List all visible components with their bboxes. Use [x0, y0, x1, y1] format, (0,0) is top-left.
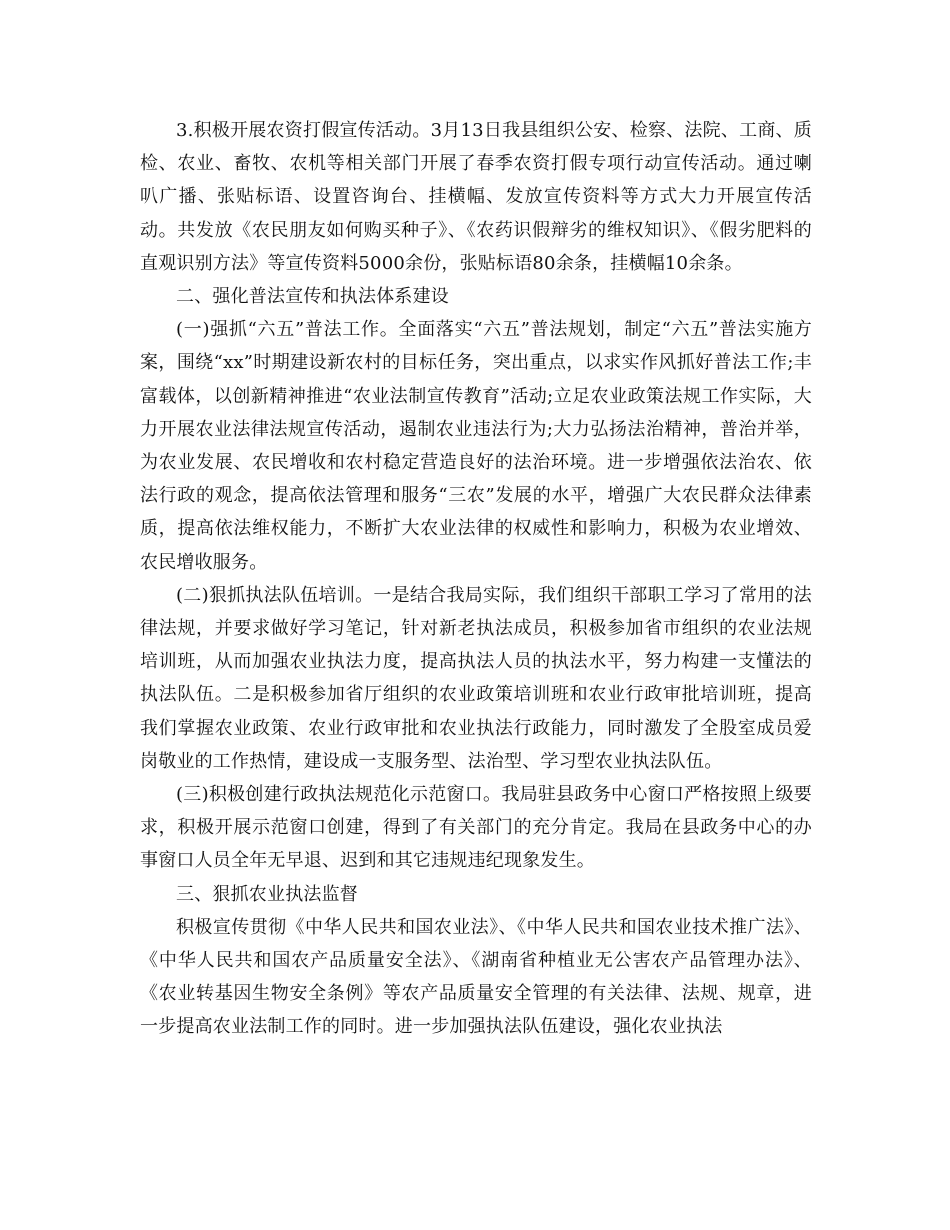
paragraph-legal-education: (一)强抓“六五”普法工作。全面落实“六五”普法规划，制定“六五”普法实施方案，围绕“xx”时期建设新农村的目标任务，突出重点，以求实作风抓好普法工作;丰富载体，以创新精神推进“农业法制宣传教育”活动;立足农业政策法规工作实际，大力开展农业法律法规宣传活动，遏制农业违法行为;大力弘扬法治精神，普治并举，为农业发展、农民增收和农村稳定营造良好的法治环境。进一步增强依法治农、依法行政的观念，提高依法管理和服务“三农”发展的水平，增强广大农民群众法律素质，提高依法维权能力，不断扩大农业法律的权威性和影响力，积极为农业增效、农民增收服务。 — [140, 319, 812, 573]
document-body — [140, 114, 812, 1044]
paragraph-team-training: (二)狠抓执法队伍培训。一是结合我局实际，我们组织干部职工学习了常用的法律法规，并要求做好学习笔记，针对新老执法成员，积极参加省市组织的农业法规培训班，从而加强农业执法力度，提高执法人员的执法水平，努力构建一支懂法的执法队伍。二是积极参加省厅组织的农业政策培训班和农业行政审批培训班，提高我们掌握农业政策、农业行政审批和农业执法行政能力，同时激发了全股室成员爱岗敬业的工作热情，建设成一支服务型、法治型、学习型农业执法队伍。 — [140, 584, 812, 772]
paragraph-publicity-campaign: 3.积极开展农资打假宣传活动。3月13日我县组织公安、检察、法院、工商、质检、农业、畜牧、农机等相关部门开展了春季农资打假专项行动宣传活动。通过喇叭广播、张贴标语、设置咨询台、挂横幅、发放宣传资料等方式大力开展宣传活动。共发放《农民朋友如何购买种子》、《农药识假辩劣的维权知识》、《假劣肥料的直观识别方法》等宣传资料5000余份，张贴标语80余条，挂横幅10余条。 — [140, 120, 812, 274]
section-heading-3: 三、狠抓农业执法监督 — [176, 883, 358, 905]
paragraph-enforcement-supervision: 积极宣传贯彻《中华人民共和国农业法》、《中华人民共和国农业技术推广法》、《中华人民共和国农产品质量安全法》、《湖南省种植业无公害农产品管理办法》、《农业转基因生物安全条例》等农产品质量安全管理的有关法律、法规、规章，进一步提高农业法制工作的同时。进一步加强执法队伍建设，强化农业执法 — [140, 916, 812, 1038]
section-heading-2: 二、强化普法宣传和执法体系建设 — [176, 286, 449, 308]
paragraph-model-window: (三)积极创建行政执法规范化示范窗口。我局驻县政务中心窗口严格按照上级要求，积极开展示范窗口创建，得到了有关部门的充分肯定。我局在县政务中心的办事窗口人员全年无早退、迟到和其它违规违纪现象发生。 — [140, 784, 812, 872]
